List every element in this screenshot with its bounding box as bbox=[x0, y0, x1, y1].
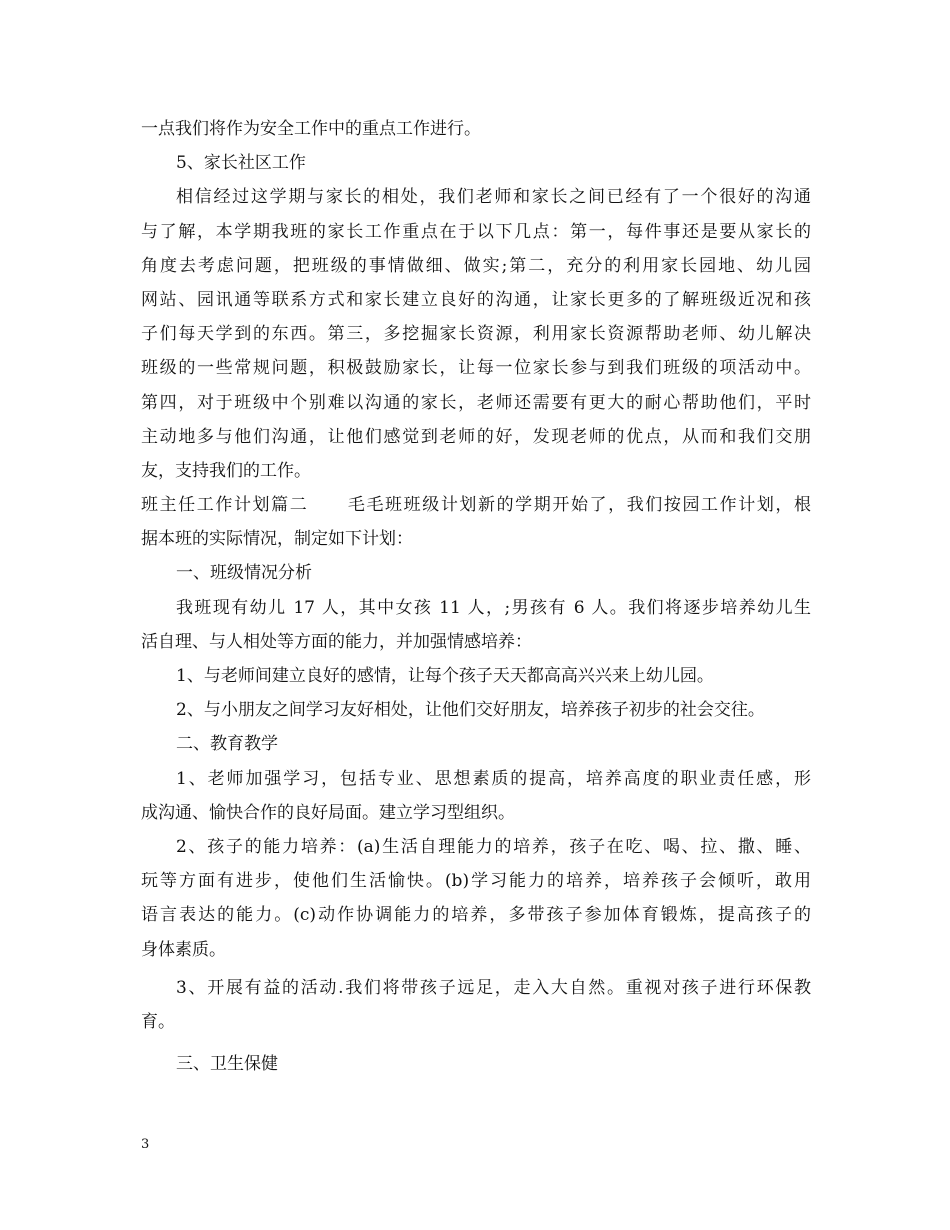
text-segment: 毛毛班班级计划新的学期开始了，我们按园工作计划，根 bbox=[346, 495, 812, 516]
text-line: 一点我们将作为安全工作中的重点工作进行。 bbox=[141, 119, 481, 139]
section-title: 班主任工作计划篇二 bbox=[141, 495, 309, 516]
text-line: 第四，对于班级中个别难以沟通的家长，老师还需要有更大的耐心帮助他们，平时 bbox=[141, 392, 811, 413]
list-item: 2、与小朋友之间学习友好相处，让他们交好朋友，培养孩子初步的社会交往。 bbox=[176, 700, 765, 721]
text-line: 与了解，本学期我班的家长工作重点在于以下几点：第一，每件事还是要从家长的 bbox=[141, 221, 811, 242]
section-heading: 一、班级情况分析 bbox=[176, 563, 312, 584]
text-line: 身体素质。 bbox=[141, 939, 226, 960]
text-line bbox=[141, 488, 811, 522]
text-line: 玩等方面有进步，使他们生活愉快。(b)学习能力的培养，培养孩子会倾听，敢用 bbox=[141, 871, 811, 892]
text-line: 班级的一些常规问题，积极鼓励家长，让每一位家长参与到我们班级的项活动中。 bbox=[141, 358, 811, 379]
text-line: 活自理、与人相处等方面的能力，并加强情感培养： bbox=[141, 631, 532, 652]
list-item: 1、老师加强学习，包括专业、思想素质的提高，培养高度的职业责任感，形 bbox=[176, 768, 811, 789]
text-line: 成沟通、愉快合作的良好局面。建立学习型组织。 bbox=[141, 802, 515, 823]
text-line: 我班现有幼儿 17 人，其中女孩 11 人，;男孩有 6 人。我们将逐步培养幼儿生 bbox=[176, 597, 811, 618]
text-line: 相信经过这学期与家长的相处，我们老师和家长之间已经有了一个很好的沟通 bbox=[176, 187, 811, 208]
section-heading: 二、教育教学 bbox=[176, 734, 278, 755]
text-line: 据本班的实际情况，制定如下计划： bbox=[141, 529, 413, 550]
text-line: 角度去考虑问题，把班级的事情做细、做实;第二，充分的利用家长园地、幼儿园 bbox=[141, 255, 811, 276]
text-line: 育。 bbox=[141, 1011, 175, 1032]
text-line: 主动地多与他们沟通，让他们感觉到老师的好，发现老师的优点，从而和我们交朋 bbox=[141, 426, 811, 447]
text-line: 友，支持我们的工作。 bbox=[141, 460, 311, 481]
list-item: 3、开展有益的活动.我们将带孩子远足，走入大自然。重视对孩子进行环保教 bbox=[176, 977, 811, 998]
page-number: 3 bbox=[141, 1137, 150, 1152]
text-line: 子们每天学到的东西。第三，多挖掘家长资源，利用家长资源帮助老师、幼儿解决 bbox=[141, 324, 811, 345]
text-line: 语言表达的能力。(c)动作协调能力的培养，多带孩子参加体育锻炼，提高孩子的 bbox=[141, 905, 811, 926]
section-heading: 三、卫生保健 bbox=[176, 1054, 278, 1075]
list-item: 1、与老师间建立良好的感情，让每个孩子天天都高高兴兴来上幼儿园。 bbox=[176, 666, 714, 686]
list-item: 2、孩子的能力培养：(a)生活自理能力的培养，孩子在吃、喝、拉、撒、睡、 bbox=[176, 836, 811, 857]
document-body bbox=[141, 112, 811, 1081]
text-line: 网站、园讯通等联系方式和家长建立良好的沟通，让家长更多的了解班级近况和孩 bbox=[141, 289, 811, 310]
section-heading: 5、家长社区工作 bbox=[176, 153, 306, 174]
